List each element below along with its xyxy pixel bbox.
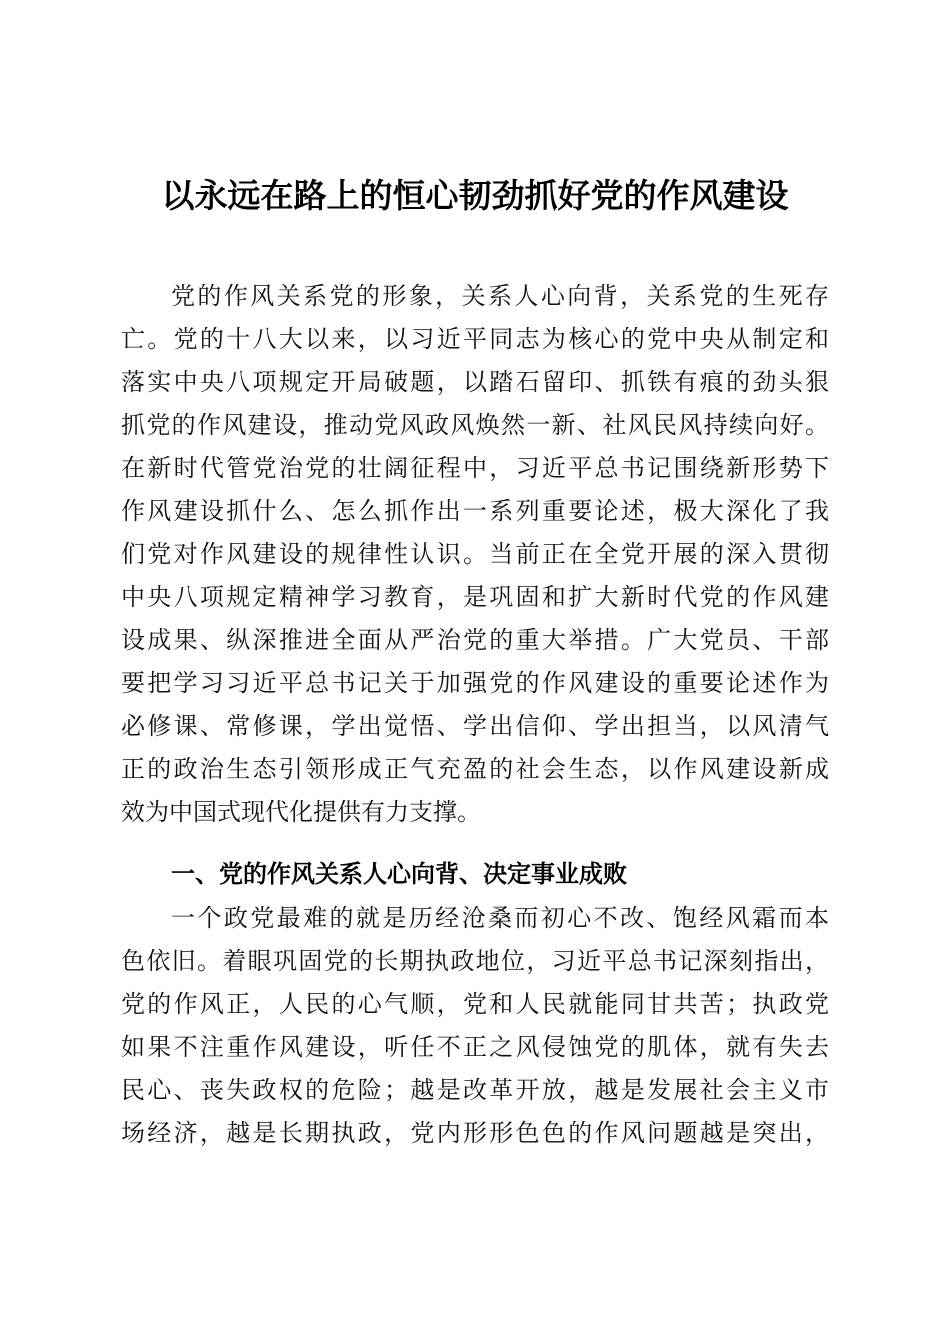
section-heading: 一、党的作风关系人心向背、决定事业成败 <box>171 860 627 888</box>
paragraph-line: 党的作风正，人民的心气顺，党和人民就能同甘共苦；执政党 <box>121 990 829 1018</box>
paragraph-line: 必修课、常修课，学出觉悟、学出信仰、学出担当，以风清气 <box>121 712 829 740</box>
paragraph-line: 一个政党最难的就是历经沧桑而初心不改、饱经风霜而本 <box>171 904 829 932</box>
paragraph-line: 如果不注重作风建设，听任不正之风侵蚀党的肌体，就有失去 <box>121 1033 829 1061</box>
paragraph-line: 抓党的作风建设，推动党风政风焕然一新、社风民风持续向好。 <box>121 411 829 439</box>
paragraph-line: 正的政治生态引领形成正气充盈的社会生态，以作风建设新成 <box>121 755 829 783</box>
paragraph-line: 民心、丧失政权的危险；越是改革开放，越是发展社会主义市 <box>121 1076 829 1104</box>
paragraph-line: 作风建设抓什么、怎么抓作出一系列重要论述，极大深化了我 <box>121 497 829 525</box>
document-title: 以永远在路上的恒心韧劲抓好党的作风建设 <box>161 176 789 215</box>
paragraph-line: 效为中国式现代化提供有力支撑。 <box>121 798 481 826</box>
paragraph-line: 色依旧。着眼巩固党的长期执政地位，习近平总书记深刻指出， <box>121 947 829 975</box>
paragraph-line: 们党对作风建设的规律性认识。当前正在全党开展的深入贯彻 <box>121 540 829 568</box>
paragraph-line: 党的作风关系党的形象，关系人心向背，关系党的生死存 <box>171 282 829 310</box>
paragraph-line: 要把学习习近平总书记关于加强党的作风建设的重要论述作为 <box>121 669 829 697</box>
paragraph-line: 在新时代管党治党的壮阔征程中，习近平总书记围绕新形势下 <box>121 454 829 482</box>
paragraph-line: 设成果、纵深推进全面从严治党的重大举措。广大党员、干部 <box>121 626 829 654</box>
paragraph-line: 场经济，越是长期执政，党内形形色色的作风问题越是突出， <box>121 1119 829 1147</box>
paragraph-line: 中央八项规定精神学习教育，是巩固和扩大新时代党的作风建 <box>121 583 829 611</box>
paragraph-line: 落实中央八项规定开局破题，以踏石留印、抓铁有痕的劲头狠 <box>121 368 829 396</box>
paragraph-line: 亡。党的十八大以来，以习近平同志为核心的党中央从制定和 <box>121 325 829 353</box>
